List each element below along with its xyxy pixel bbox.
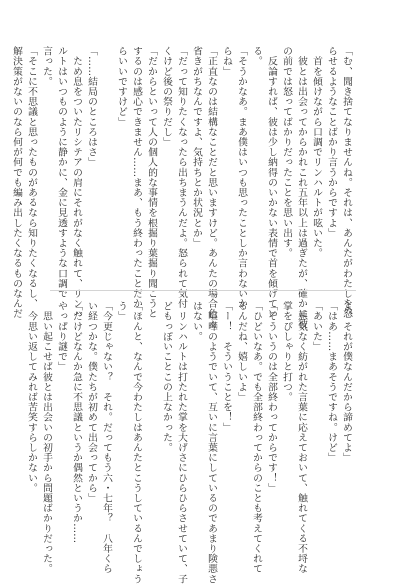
text-line: 「ひどいなあ。でも全部終わってからのことも考えてくれて	[251, 301, 262, 574]
text-line: 「ほんと、なんで今わたしはあんたとこうしているんでしょう	[131, 301, 142, 584]
text-line: るんだね、嬉しいよ」	[236, 301, 247, 402]
text-line: 「……結局のところはさ」	[86, 46, 97, 168]
text-line: らね」	[221, 46, 232, 77]
text-line: 「そういうのは全部終わってからです！」	[266, 301, 277, 493]
text-line: い経つかな。僕たちが初めて出会ってから」	[86, 301, 97, 503]
text-line: 思い起こせば彼とは出会いの初手から問題ばかりだった。	[41, 301, 52, 574]
text-line: 悪気なく紡がれた言葉に応えておいて、触れてくる不埒な	[296, 301, 307, 574]
text-line: どもっぽいことこの上なかった。	[161, 301, 172, 453]
text-line: 「そこに不思議と思ったものがあるなら知りたくなるし、	[26, 46, 37, 309]
text-line: 「あいた」	[311, 301, 322, 352]
text-line: 「はあ……まあそうですね。けど」	[326, 301, 337, 463]
text-line: う」	[116, 301, 127, 322]
text-line: くけど後の祭りだし」	[161, 46, 172, 147]
text-line: 省きがちなんですよ、気持ちとか状況とか」	[191, 46, 202, 248]
text-line: らいいですけど」	[116, 46, 127, 127]
text-line: 「だって知りたくなったら出ちまうんだよ。怒られて気付	[176, 46, 187, 309]
text-line: 反論すれば、彼は少し納得のいかない表情で首を傾げてい	[266, 46, 277, 319]
text-line: 言った。	[41, 46, 52, 87]
text-line: の前では怒ってばかりだったことを思い出す。	[281, 46, 292, 259]
paragraph-break	[99, 46, 114, 282]
text-line: 掌をぴしゃりと打つ。	[281, 301, 292, 402]
text-line: はない。	[191, 301, 202, 342]
text-line: やっぱり謎で」	[56, 301, 67, 372]
text-line: らせるようなことばかり言うからですよ」	[326, 46, 337, 238]
text-line: 「今更じゃない？ それ。だってもう六・七年？ 八年くら	[101, 301, 112, 574]
text-line: 今思い返してみれば苦笑すらしかない。	[26, 301, 37, 493]
text-line: ため息をついたリシテアの肩にそれがなく触れて、リンハ	[71, 46, 82, 319]
text-line: 「ー！ そういうことを！」	[221, 301, 232, 433]
text-line: リンハルトは打たれた掌を大げさにひらひらさせていて、子	[176, 301, 187, 584]
text-line: 首を傾けながら口調でリンハルトが呟いた。	[311, 46, 322, 259]
text-line: 解決策がないのなら何が何でも編み出したくなるものなんだ	[11, 46, 22, 319]
text-line: 「む、聞き捨てなりませんね。それは、あんたがわたしを怒	[341, 46, 352, 319]
text-line: ルトはいつものように静かに、金に見透すような口調で	[56, 46, 67, 299]
paragraph-break	[144, 301, 159, 537]
text-line: 「だからといって人の個人的な事情を根掘り葉掘り聞こうと	[146, 46, 157, 319]
text-line: 彼とは出会ってからかれこれ五年以上は過ぎたが、確かに彼	[296, 46, 307, 329]
section-divider	[50, 290, 356, 291]
text-line: 「そうかなあ。まあ僕はいつも思ったことしか言わないか	[236, 46, 247, 309]
text-line: 喧嘩のようでいて、互いに言葉にしているのであまり険悪さ	[206, 301, 217, 584]
text-line: するのは感心できません……まあ、もう終わったことだか	[131, 46, 142, 309]
text-line: 「正直なのは結構なことだと思いますけど。あんたの場合色々	[206, 46, 217, 329]
text-line: る。	[251, 46, 262, 67]
text-line: 「だけどなんか急に不思議というか偶然というか……	[71, 301, 82, 544]
text-line: よ。それが僕なんだから諦めてよ」	[341, 301, 352, 463]
lower-text-block	[26, 301, 354, 584]
